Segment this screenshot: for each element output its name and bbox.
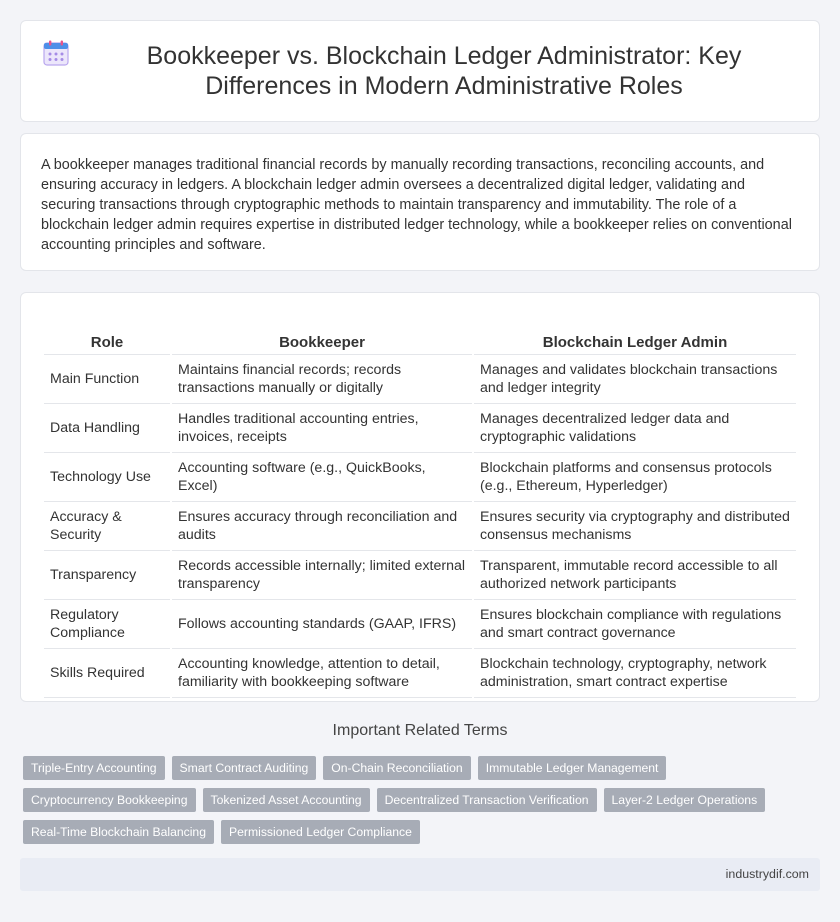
- header-role: Role: [44, 313, 170, 355]
- tag-smart-contract-auditing[interactable]: Smart Contract Auditing: [172, 756, 317, 780]
- row-blockchain-admin: Manages decentralized ledger data and cryptographic validations: [474, 404, 796, 453]
- tag-row: [23, 820, 813, 844]
- table-row: [44, 404, 796, 453]
- tag-immutable-ledger-management[interactable]: Immutable Ledger Management: [478, 756, 667, 780]
- row-bookkeeper: Follows accounting standards (GAAP, IFRS): [172, 600, 472, 649]
- row-blockchain-admin: Ensures blockchain compliance with regulations and smart contract governance: [474, 600, 796, 649]
- table-row: [44, 453, 796, 502]
- tag-row: [23, 756, 813, 780]
- header-blockchain-admin: Blockchain Ledger Admin: [474, 313, 796, 355]
- intro-card: [20, 133, 820, 271]
- row-bookkeeper: Accounting software (e.g., QuickBooks, Excel): [172, 453, 472, 502]
- row-bookkeeper: Handles traditional accounting entries, invoices, receipts: [172, 404, 472, 453]
- comparison-table: [42, 313, 798, 698]
- row-blockchain-admin: Manages and validates blockchain transactions and ledger integrity: [474, 355, 796, 404]
- row-blockchain-admin: Ensures security via cryptography and distributed consensus mechanisms: [474, 502, 796, 551]
- table-row: [44, 355, 796, 404]
- related-terms-title: Important Related Terms: [332, 722, 508, 739]
- tag-triple-entry-accounting[interactable]: Triple-Entry Accounting: [23, 756, 165, 780]
- table-row: [44, 551, 796, 600]
- table-row: [44, 649, 796, 698]
- tag-cryptocurrency-bookkeeping[interactable]: Cryptocurrency Bookkeeping: [23, 788, 196, 812]
- tag-tokenized-asset-accounting[interactable]: Tokenized Asset Accounting: [203, 788, 370, 812]
- row-bookkeeper: Records accessible internally; limited external transparency: [172, 551, 472, 600]
- tag-decentralized-transaction-verification[interactable]: Decentralized Transaction Verification: [377, 788, 597, 812]
- row-bookkeeper: Maintains financial records; records transactions manually or digitally: [172, 355, 472, 404]
- calendar-icon: [41, 38, 71, 68]
- row-blockchain-admin: Blockchain platforms and consensus protocols (e.g., Ethereum, Hyperledger): [474, 453, 796, 502]
- header-card: [20, 20, 820, 122]
- page-title: Bookkeeper vs. Blockchain Ledger Administrator: Key Differences in Modern Administrative Roles: [146, 42, 742, 100]
- table-header-row: [44, 313, 796, 355]
- footer-site-link[interactable]: industrydif.com: [725, 867, 809, 881]
- tag-permissioned-ledger-compliance[interactable]: Permissioned Ledger Compliance: [221, 820, 420, 844]
- row-role: Regulatory Compliance: [44, 600, 170, 649]
- row-blockchain-admin: Transparent, immutable record accessible to all authorized network participants: [474, 551, 796, 600]
- row-role: Transparency: [44, 551, 170, 600]
- table-row: [44, 502, 796, 551]
- row-blockchain-admin: Blockchain technology, cryptography, network administration, smart contract expertise: [474, 649, 796, 698]
- tag-row: [23, 788, 813, 812]
- row-role: Accuracy & Security: [44, 502, 170, 551]
- header-bookkeeper: Bookkeeper: [172, 313, 472, 355]
- row-role: Main Function: [44, 355, 170, 404]
- row-role: Data Handling: [44, 404, 170, 453]
- table-row: [44, 600, 796, 649]
- comparison-table-card: [20, 292, 820, 702]
- row-role: Skills Required: [44, 649, 170, 698]
- tag-real-time-blockchain-balancing[interactable]: Real-Time Blockchain Balancing: [23, 820, 214, 844]
- row-role: Technology Use: [44, 453, 170, 502]
- tag-on-chain-reconciliation[interactable]: On-Chain Reconciliation: [323, 756, 470, 780]
- row-bookkeeper: Accounting knowledge, attention to detail, familiarity with bookkeeping software: [172, 649, 472, 698]
- intro-paragraph: A bookkeeper manages traditional financial records by manually recording transactions, reconciling accounts, and ensuring accuracy in ledgers. A blockchain ledger admin oversees a decentralized digital ledger, validating and securing transactions through cryptographic methods to maintain transparency and immutability. The role of a blockchain ledger admin requires expertise in distributed ledger technology, while a bookkeeper relies on conventional accounting principles and software.: [41, 157, 792, 253]
- related-terms-tags: [23, 756, 813, 852]
- footer: [20, 858, 820, 891]
- tag-layer-2-ledger-operations[interactable]: Layer-2 Ledger Operations: [604, 788, 766, 812]
- row-bookkeeper: Ensures accuracy through reconciliation and audits: [172, 502, 472, 551]
